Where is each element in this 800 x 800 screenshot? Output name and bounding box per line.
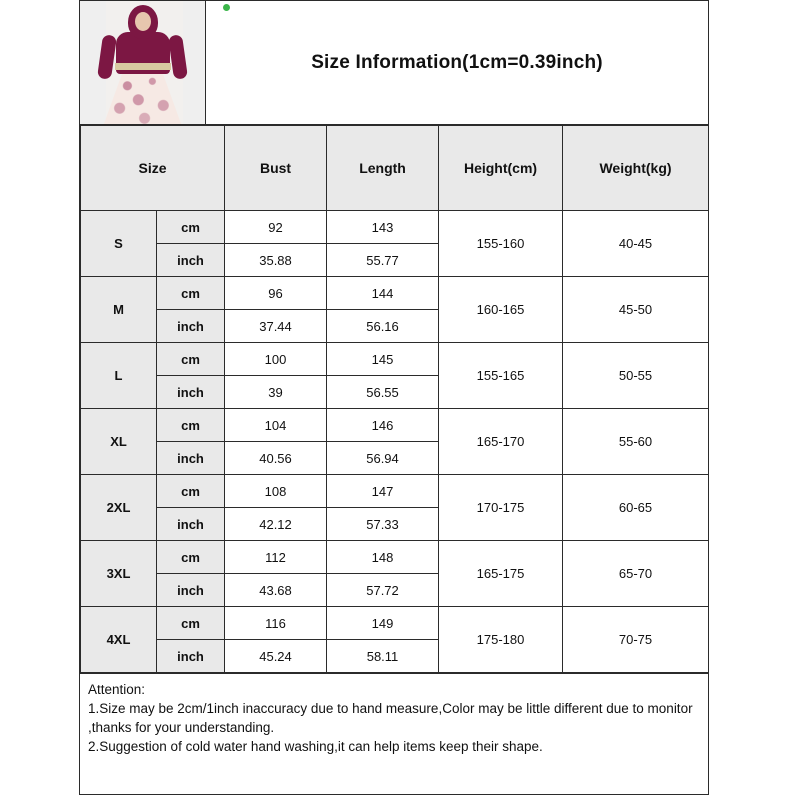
product-photo <box>80 1 205 124</box>
weight-3xl: 65-70 <box>563 541 709 607</box>
unit-cm: cm <box>157 343 225 376</box>
table-row <box>81 343 709 376</box>
bust-cm-xl: 104 <box>225 409 327 442</box>
bust-inch-l: 39 <box>225 376 327 409</box>
unit-cm: cm <box>157 607 225 640</box>
bust-inch-3xl: 43.68 <box>225 574 327 607</box>
length-inch-3xl: 57.72 <box>327 574 439 607</box>
table-row <box>81 277 709 310</box>
bust-cm-3xl: 112 <box>225 541 327 574</box>
table-header <box>81 126 709 211</box>
bust-cm-4xl: 116 <box>225 607 327 640</box>
size-label-m: M <box>81 277 157 343</box>
weight-2xl: 60-65 <box>563 475 709 541</box>
length-inch-2xl: 57.33 <box>327 508 439 541</box>
length-inch-xl: 56.94 <box>327 442 439 475</box>
weight-xl: 55-60 <box>563 409 709 475</box>
column-header-bust: Bust <box>225 126 327 211</box>
unit-cm: cm <box>157 277 225 310</box>
unit-inch: inch <box>157 640 225 673</box>
dress-skirt-pattern <box>104 69 182 125</box>
size-label-2xl: 2XL <box>81 475 157 541</box>
page-title: Size Information(1cm=0.39inch) <box>311 51 603 73</box>
table-row <box>81 475 709 508</box>
size-label-l: L <box>81 343 157 409</box>
height-3xl: 165-175 <box>439 541 563 607</box>
column-header-size: Size <box>81 126 225 211</box>
weight-4xl: 70-75 <box>563 607 709 673</box>
model-face <box>135 12 151 31</box>
photo-bg-right <box>183 1 205 124</box>
dress-belt <box>115 63 171 70</box>
bust-inch-2xl: 42.12 <box>225 508 327 541</box>
bust-inch-s: 35.88 <box>225 244 327 277</box>
table-row <box>81 409 709 442</box>
unit-inch: inch <box>157 376 225 409</box>
bust-cm-m: 96 <box>225 277 327 310</box>
length-inch-l: 56.55 <box>327 376 439 409</box>
bust-cm-2xl: 108 <box>225 475 327 508</box>
unit-cm: cm <box>157 409 225 442</box>
size-label-4xl: 4XL <box>81 607 157 673</box>
unit-cm: cm <box>157 475 225 508</box>
attention-line-1: 1.Size may be 2cm/1inch inaccuracy due to hand measure,Color may be little different due to monitor ,thanks for your understanding. <box>88 701 693 736</box>
unit-cm: cm <box>157 541 225 574</box>
size-table <box>80 125 709 673</box>
column-header-length: Length <box>327 126 439 211</box>
column-header-weight: Weight(kg) <box>563 126 709 211</box>
size-label-s: S <box>81 211 157 277</box>
attention-line-2: 2.Suggestion of cold water hand washing,it can help items keep their shape. <box>88 739 543 755</box>
length-cm-s: 143 <box>327 211 439 244</box>
length-cm-l: 145 <box>327 343 439 376</box>
weight-l: 50-55 <box>563 343 709 409</box>
unit-inch: inch <box>157 310 225 343</box>
attention-block <box>80 673 708 765</box>
unit-inch: inch <box>157 508 225 541</box>
unit-inch: inch <box>157 244 225 277</box>
bust-cm-s: 92 <box>225 211 327 244</box>
height-xl: 165-170 <box>439 409 563 475</box>
length-inch-m: 56.16 <box>327 310 439 343</box>
length-cm-xl: 146 <box>327 409 439 442</box>
height-s: 155-160 <box>439 211 563 277</box>
unit-cm: cm <box>157 211 225 244</box>
size-label-xl: XL <box>81 409 157 475</box>
length-cm-3xl: 148 <box>327 541 439 574</box>
unit-inch: inch <box>157 574 225 607</box>
unit-inch: inch <box>157 442 225 475</box>
bust-inch-4xl: 45.24 <box>225 640 327 673</box>
attention-heading: Attention: <box>88 682 146 697</box>
table-row <box>81 607 709 640</box>
green-dot-marker <box>223 4 230 11</box>
size-label-3xl: 3XL <box>81 541 157 607</box>
height-l: 155-165 <box>439 343 563 409</box>
height-2xl: 170-175 <box>439 475 563 541</box>
header-strip <box>80 1 708 125</box>
weight-m: 45-50 <box>563 277 709 343</box>
column-header-height: Height(cm) <box>439 126 563 211</box>
height-m: 160-165 <box>439 277 563 343</box>
product-photo-cell <box>80 1 206 125</box>
table-row <box>81 211 709 244</box>
bust-cm-l: 100 <box>225 343 327 376</box>
length-cm-4xl: 149 <box>327 607 439 640</box>
size-chart-sheet <box>79 0 709 795</box>
bust-inch-xl: 40.56 <box>225 442 327 475</box>
length-cm-m: 144 <box>327 277 439 310</box>
table-body <box>81 211 709 673</box>
table-header-row <box>81 126 709 211</box>
weight-s: 40-45 <box>563 211 709 277</box>
height-4xl: 175-180 <box>439 607 563 673</box>
title-cell <box>206 1 708 125</box>
bust-inch-m: 37.44 <box>225 310 327 343</box>
length-inch-4xl: 58.11 <box>327 640 439 673</box>
length-cm-2xl: 147 <box>327 475 439 508</box>
length-inch-s: 55.77 <box>327 244 439 277</box>
table-row <box>81 541 709 574</box>
